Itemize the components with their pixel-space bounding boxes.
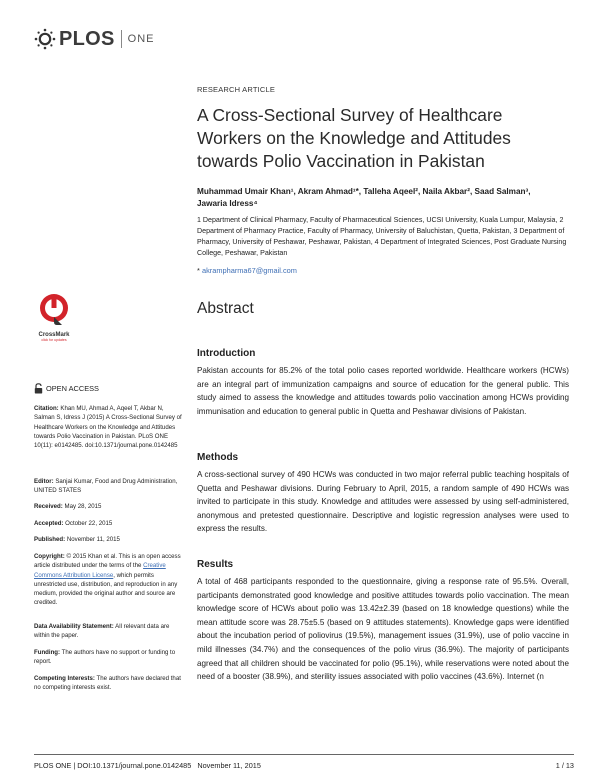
license-link[interactable]: Creative Commons Attribution License — [34, 562, 166, 579]
funding-label: Funding: — [34, 649, 61, 656]
plos-dots-icon — [34, 28, 56, 50]
copyright-text: © 2015 Khan et al. This is an open access article distributed under the terms of the — [34, 553, 181, 570]
author-line-1: Muhammad Umair Khan¹, Akram Ahmad¹*, Talleha Aqeel², Naila Akbar², Saad Salman³, — [197, 187, 531, 196]
citation-text: Khan MU, Ahmad A, Aqeel T, Akbar N, Salman S, Idress J (2015) A Cross-Sectional Survey of Healthcare Workers on the Knowledge and Attitudes towards Polio Vaccination in Pakistan. PLoS ONE 10(11): e0142485. doi:10.1371/journal.pone.0142485 — [34, 405, 182, 450]
crossmark-label: CrossMark — [38, 332, 70, 338]
page-footer — [34, 761, 574, 770]
abstract-heading: Abstract — [197, 300, 254, 317]
corresponding-email — [197, 266, 297, 275]
copyright — [34, 552, 184, 608]
footer-citation: PLOS ONE | DOI:10.1371/journal.pone.0142485 November 11, 2015 — [34, 761, 261, 770]
accepted-date — [34, 519, 184, 528]
editor-label: Editor: — [34, 478, 54, 485]
published-label: Published: — [34, 536, 66, 543]
data-availability — [34, 622, 184, 641]
affiliations: 1 Department of Clinical Pharmacy, Faculty of Pharmaceutical Sciences, UCSI University, Kuala Lumpur, Malaysia, 2 Department of Pharmacy Practice, Faculty of Pharmacy, University of Baluchistan, Quetta, Pakistan, 3 Department of Pharmacy, University of Peshawar, Peshawar, Pakistan, 4 Department of Integrated Sciences, Post Graduate Nursing College, Peshawar, Pakistan — [197, 216, 567, 257]
published-text: November 11, 2015 — [66, 536, 120, 543]
citation — [34, 404, 184, 450]
page-number: 1 / 13 — [555, 761, 574, 770]
crossmark-sublabel: click for updates — [41, 338, 67, 342]
accepted-text: October 22, 2015 — [65, 520, 113, 527]
received-date — [34, 502, 184, 511]
open-access-label: OPEN ACCESS — [46, 383, 99, 393]
copyright-label: Copyright: — [34, 553, 65, 560]
section-text-introduction: Pakistan accounts for 85.2% of the total polio cases reported worldwide. Healthcare workers (HCWs) are an integral part of immunization campaigns and source of education for the general public. This study aimed to assess the knowledge and attitudes towards polio vaccination among HCWs providing immunisation and education to general public in Quetta and Peshawar divisions of Pakistan. — [197, 366, 569, 416]
funding-text: The authors have no support or funding to report. — [34, 649, 176, 666]
plos-logo[interactable] — [34, 24, 155, 54]
funding — [34, 648, 184, 667]
section-heading-introduction: Introduction — [197, 348, 256, 359]
published-date — [34, 535, 184, 544]
open-lock-icon — [34, 383, 43, 394]
footer-divider — [34, 754, 574, 755]
logo-journal: ONE — [127, 33, 155, 45]
open-access — [34, 383, 184, 394]
author-line-2: Jawaria Idress⁴ — [197, 199, 258, 208]
data-availability-text: All relevant data are within the paper. — [34, 623, 170, 640]
editor — [34, 477, 184, 496]
received-label: Received: — [34, 503, 63, 510]
section-heading-results: Results — [197, 559, 234, 570]
editor-text: Sanjai Kumar, Food and Drug Administration, UNITED STATES — [34, 478, 178, 495]
author-list — [197, 186, 573, 210]
competing-interests — [34, 674, 184, 693]
logo-brand: PLOS — [59, 27, 115, 50]
competing-interests-label: Competing Interests: — [34, 675, 95, 682]
competing-interests-text: The authors have declared that no competing interests exist. — [34, 675, 181, 692]
data-availability-label: Data Availability Statement: — [34, 623, 114, 630]
email-marker: * — [197, 266, 200, 275]
crossmark-icon — [38, 292, 70, 326]
email-link[interactable]: akrampharma67@gmail.com — [201, 266, 297, 275]
citation-label: Citation: — [34, 405, 59, 412]
article-type: RESEARCH ARTICLE — [197, 85, 276, 94]
section-heading-methods: Methods — [197, 452, 239, 463]
logo-divider — [121, 30, 122, 48]
accepted-label: Accepted: — [34, 520, 64, 527]
article-title: A Cross-Sectional Survey of Healthcare Workers on the Knowledge and Attitudes towards Polio Vaccination in Pakistan — [197, 105, 511, 171]
received-text: May 28, 2015 — [64, 503, 102, 510]
crossmark-badge[interactable] — [32, 292, 76, 342]
section-text-results: A total of 468 participants responded to the questionnaire, giving a response rate of 95.5%. Overall, participants demonstrated good knowledge and positive attitudes towards polio vaccination. The mean knowledge score of HCWs about polio was 13.42±2.39 (based on 18 knowledge questions) while the mean attitude score was 28.75±5.5 (based on 9 attitudes statements). Knowledge gaps were identified about the incubation period of poliovirus (19.5%), management issues (31.9%), use of polio vaccine in mild illnesses (34.7%) and the consequences of the polio virus (36.9%). The majority of participants agreed that all children should be vaccinated for polio (95.1%), while reservations were noted about the need of a booster (38.9%), and sterility issues associated with polio vaccines (43.6%). Internet (n — [197, 577, 569, 682]
copyright-text-end: , which permits unrestricted use, distribution, and reproduction in any medium, provided the original author and source are credited. — [34, 571, 178, 607]
section-text-methods: A cross-sectional survey of 490 HCWs was conducted in two major referral public teaching hospitals of Quetta and Peshawar divisions. During February to April, 2015, a random sample of 490 HCWs was invited to participate in this study. Knowledge and attitudes were assessed by using self-administered, anonymous and pretested questionnaire. Descriptive and logistic regression analyses were used to express the results. — [197, 470, 569, 534]
